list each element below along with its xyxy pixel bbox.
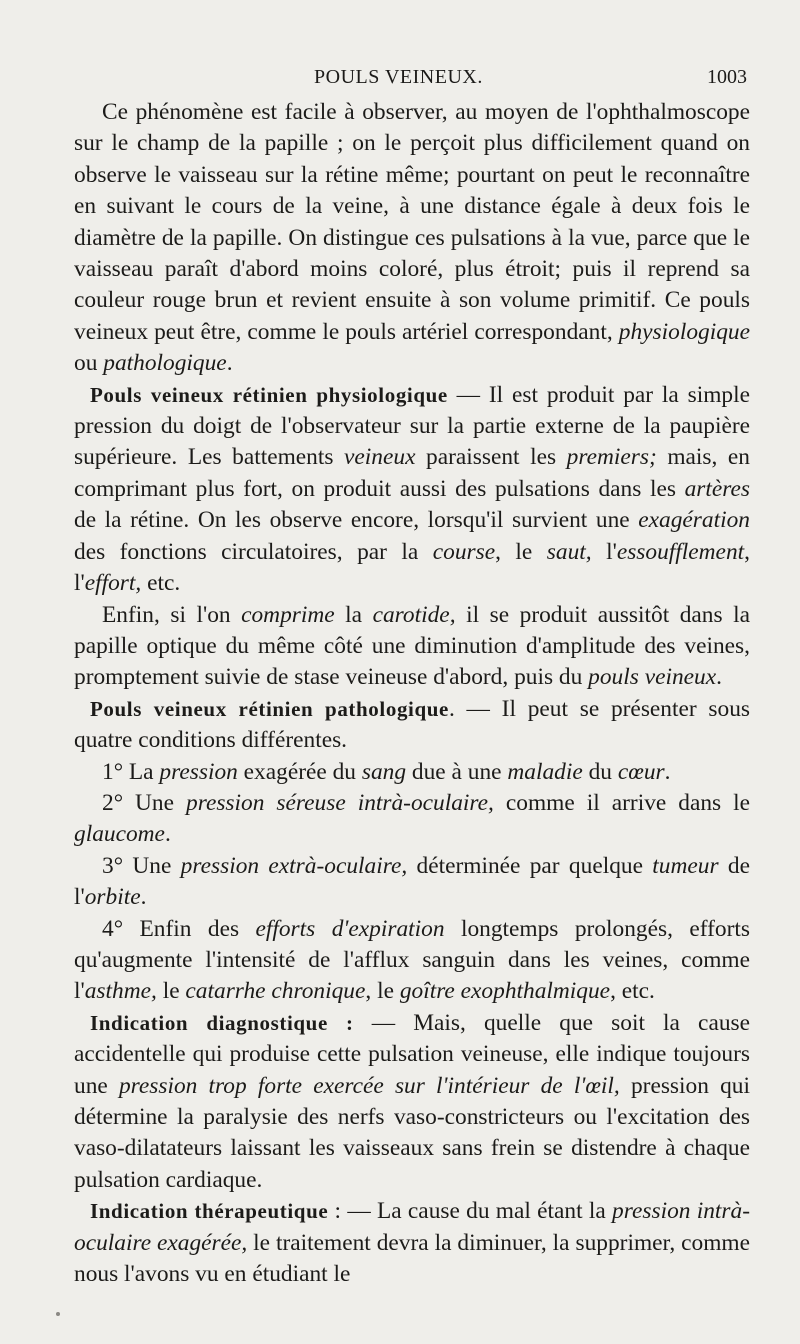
running-title: POULS VEINEUX.	[314, 66, 483, 88]
page-body	[74, 97, 750, 1290]
page-number: 1003	[707, 66, 747, 88]
paragraph-ophthalmoscope: Ce phénomène est facile à observer, au moyen de l'ophthalmoscope sur le champ de la papille ; on le perçoit plus difficilement quand on observe le vaisseau sur la rétine même; pourtant on peut le reconnaître en suivant le cours de la veine, à une distance égale à deux fois le diamètre de la papille. On distingue ces pulsations à la vue, parce que le vaisseau paraît d'abord moins coloré, plus étroit; puis il reprend sa couleur rouge brun et revient ensuite à son volume primitif. Ce pouls veineux peut être, comme le pouls artériel correspondant, physiologique ou pathologique.	[74, 99, 750, 377]
section-heading-diagnostic: Indication diagnostique :	[90, 1010, 354, 1035]
section-heading-pathologic: Pouls veineux rétinien pathologique	[90, 696, 449, 721]
section-heading-physiologic: Pouls veineux rétinien physiologique	[90, 382, 448, 407]
paragraph-carotid: Enfin, si l'on comprime la carotide, il se produit aussitôt dans la papille optique du même côté une diminution d'amplitude des veines, promptement suivie de stase veineuse d'abord, puis du pouls veineux.	[74, 601, 751, 691]
paragraph-physiologic: Pouls veineux rétinien physiologique — Il est produit par la simple pression du doigt de l'observateur sur la partie externe de la paupière supérieure. Les battements veineux paraissent les premiers; mais, en comprimant plus fort, on produit aussi des pulsations dans les artères de la rétine. On les observe encore, lorsqu'il survient une exagération des fonctions circulatoires, par la course, le saut, l'essoufflement, l'effort, etc.	[74, 381, 750, 597]
list-item-1: 1° La pression exagérée du sang due à une maladie du cœur.	[102, 758, 671, 785]
running-header	[0, 66, 800, 96]
paragraph-therapeutic: Indication thérapeutique : — La cause du mal étant la pression intrà-oculaire exagérée, le traitement devra la diminuer, la supprimer, comme nous l'avons vu en étudiant le	[74, 1198, 751, 1288]
list-item-4: 4° Enfin des efforts d'expiration longtemps prolongés, efforts qu'augmente l'intensité de l'afflux sanguin dans les veines, comme l'asthme, le catarrhe chronique, le goître exophthalmique, etc.	[74, 915, 750, 1005]
print-speck	[56, 1312, 60, 1316]
paragraph-diagnostic: Indication diagnostique : — Mais, quelle que soit la cause accidentelle qui produise cette pulsation veineuse, elle indique toujours une pression trop forte exercée sur l'intérieur de l'œil, pression qui détermine la paralysie des nerfs vaso-constricteurs ou l'excitation des vaso-dilatateurs laissant les vaisseaux sans frein se distendre à chaque pulsation cardiaque.	[74, 1009, 751, 1193]
list-item-2: 2° Une pression séreuse intrà-oculaire, comme il arrive dans le glaucome.	[74, 789, 751, 848]
paragraph-pathologic: Pouls veineux rétinien pathologique. — Il peut se présenter sous quatre conditions différentes.	[74, 695, 751, 754]
section-heading-therapeutic: Indication thérapeutique	[90, 1199, 329, 1224]
list-item-3: 3° Une pression extrà-oculaire, déterminée par quelque tumeur de l'orbite.	[74, 852, 750, 911]
